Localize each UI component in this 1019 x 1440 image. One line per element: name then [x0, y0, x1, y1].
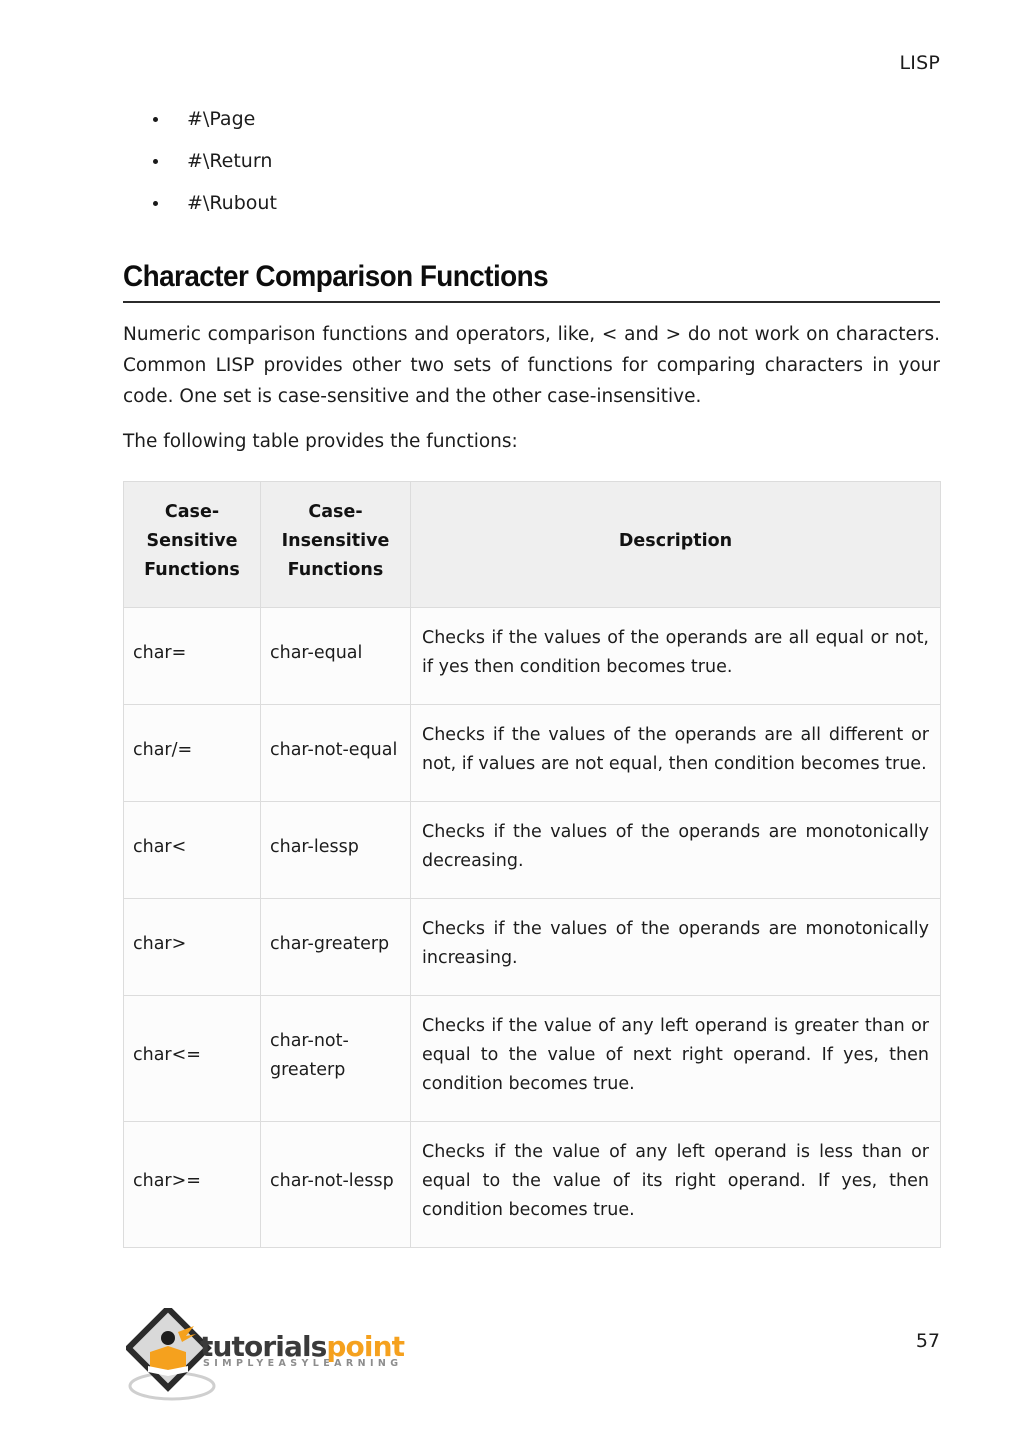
cell-case-insensitive: char-equal — [261, 608, 411, 705]
table-row — [124, 705, 941, 802]
logo-word-tutorials: tutorials — [200, 1330, 327, 1363]
intro-paragraph: Numeric comparison functions and operators, like, < and > do not work on characters. Common LISP provides other two sets of functions for comparing characters in your code. One set is case-sensitive and the other case-insensitive. — [123, 324, 940, 407]
column-header-case-sensitive: Case-Sensitive Functions — [124, 482, 261, 608]
running-header-title: LISP — [899, 52, 940, 74]
table-header — [124, 482, 941, 608]
table-row — [124, 1122, 941, 1248]
table-row — [124, 996, 941, 1122]
cell-description: Checks if the value of any left operand is less than or equal to the value of its right operand. If yes, then condition becomes true. — [411, 1122, 941, 1248]
cell-case-sensitive: char/= — [124, 705, 261, 802]
list-item-label: #\Page — [187, 108, 256, 130]
cell-description: Checks if the value of any left operand is greater than or equal to the value of next right operand. If yes, then condition becomes true. — [411, 996, 941, 1122]
table-row — [124, 802, 941, 899]
cell-case-insensitive: char-greaterp — [261, 899, 411, 996]
tutorialspoint-logo — [126, 1308, 405, 1403]
character-comparison-table — [123, 481, 941, 1248]
cell-case-sensitive: char<= — [124, 996, 261, 1122]
list-item-label: #\Return — [187, 150, 273, 172]
table-row — [124, 899, 941, 996]
logo-word-point: point — [326, 1330, 405, 1363]
cell-case-sensitive: char= — [124, 608, 261, 705]
table-row — [124, 608, 941, 705]
cell-case-sensitive: char>= — [124, 1122, 261, 1248]
section-heading: Character Comparison Functions — [123, 260, 549, 293]
list-item — [123, 98, 940, 140]
page-content — [123, 98, 940, 1248]
heading-divider — [123, 301, 940, 303]
list-item-label: #\Rubout — [187, 192, 277, 214]
cell-description: Checks if the values of the operands are monotonically decreasing. — [411, 802, 941, 899]
logo-tagline: SIMPLYEASYLEARNING — [203, 1358, 403, 1369]
cell-case-sensitive: char> — [124, 899, 261, 996]
page-footer — [0, 1290, 1019, 1440]
cell-case-insensitive: char-not-greaterp — [261, 996, 411, 1122]
page-number: 57 — [915, 1330, 940, 1352]
cell-description: Checks if the values of the operands are all different or not, if values are not equal, then condition becomes true. — [411, 705, 941, 802]
cell-case-sensitive: char< — [124, 802, 261, 899]
character-literal-list — [123, 98, 940, 224]
list-item — [123, 140, 940, 182]
cell-case-insensitive: char-lessp — [261, 802, 411, 899]
cell-description: Checks if the values of the operands are all equal or not, if yes then condition becomes true. — [411, 608, 941, 705]
cell-case-insensitive: char-not-equal — [261, 705, 411, 802]
table-header-row — [124, 482, 941, 608]
cell-case-insensitive: char-not-lessp — [261, 1122, 411, 1248]
list-item — [123, 182, 940, 224]
column-header-case-insensitive: Case-Insensitive Functions — [261, 482, 411, 608]
table-intro-text: The following table provides the functions: — [123, 431, 518, 452]
cell-description: Checks if the values of the operands are monotonically increasing. — [411, 899, 941, 996]
column-header-description: Description — [411, 482, 941, 608]
table-body — [124, 608, 941, 1248]
